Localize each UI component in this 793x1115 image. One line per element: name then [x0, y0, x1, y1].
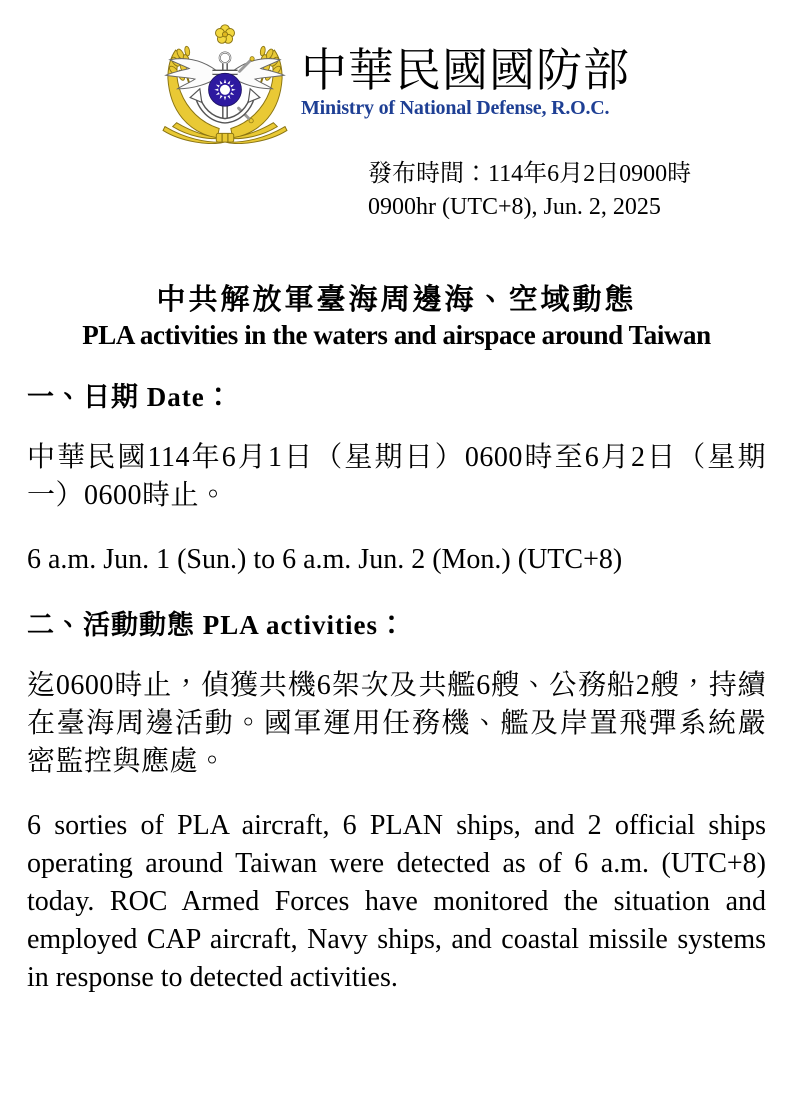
org-names: [301, 46, 630, 121]
emblem-sun-icon: [209, 73, 242, 106]
document-body: [0, 381, 793, 997]
emblem-plum-blossom: [216, 25, 235, 43]
document-title-en: PLA activities in the waters and airspace around Taiwan: [82, 320, 711, 350]
org-name-en: Ministry of National Defense, R.O.C.: [301, 97, 610, 120]
section-date-body-en: 6 a.m. Jun. 1 (Sun.) to 6 a.m. Jun. 2 (Mon.) (UTC+8): [27, 544, 623, 575]
section-date-body-zh: 中華民國114年6月1日（星期日）0600時至6月2日（星期一）0600時止。: [27, 442, 766, 511]
document-title: [0, 284, 793, 351]
release-time-en: 0900hr (UTC+8), Jun. 2, 2025: [368, 194, 661, 220]
release-time-zh: 發布時間：114年6月2日0900時: [368, 161, 692, 187]
section-date-heading: 一、日期 Date：: [27, 382, 233, 412]
document-header: [0, 0, 793, 144]
org-name-zh: 中華民國國防部: [301, 44, 630, 96]
document-title-zh: 中共解放軍臺海周邊海、空域動態: [156, 284, 637, 316]
mnd-emblem-icon: [157, 22, 293, 144]
release-time-block: [368, 158, 793, 224]
section-activities-heading: 二、活動動態 PLA activities：: [27, 610, 406, 640]
section-activities-body-zh: 迄0600時止，偵獲共機6架次及共艦6艘、公務船2艘，持續在臺海周邊活動。國軍運用任務機、艦及岸置飛彈系統嚴密監控與應處。: [27, 670, 766, 777]
section-activities-body-en: 6 sorties of PLA aircraft, 6 PLAN ships, and 2 official ships operating around Taiwan were detected as of 6 a.m. (UTC+8) today. ROC Armed Forces have monitored the situation and employed CAP aircraft, Navy ships, and coastal missile systems in response to detected activities.: [27, 810, 766, 993]
